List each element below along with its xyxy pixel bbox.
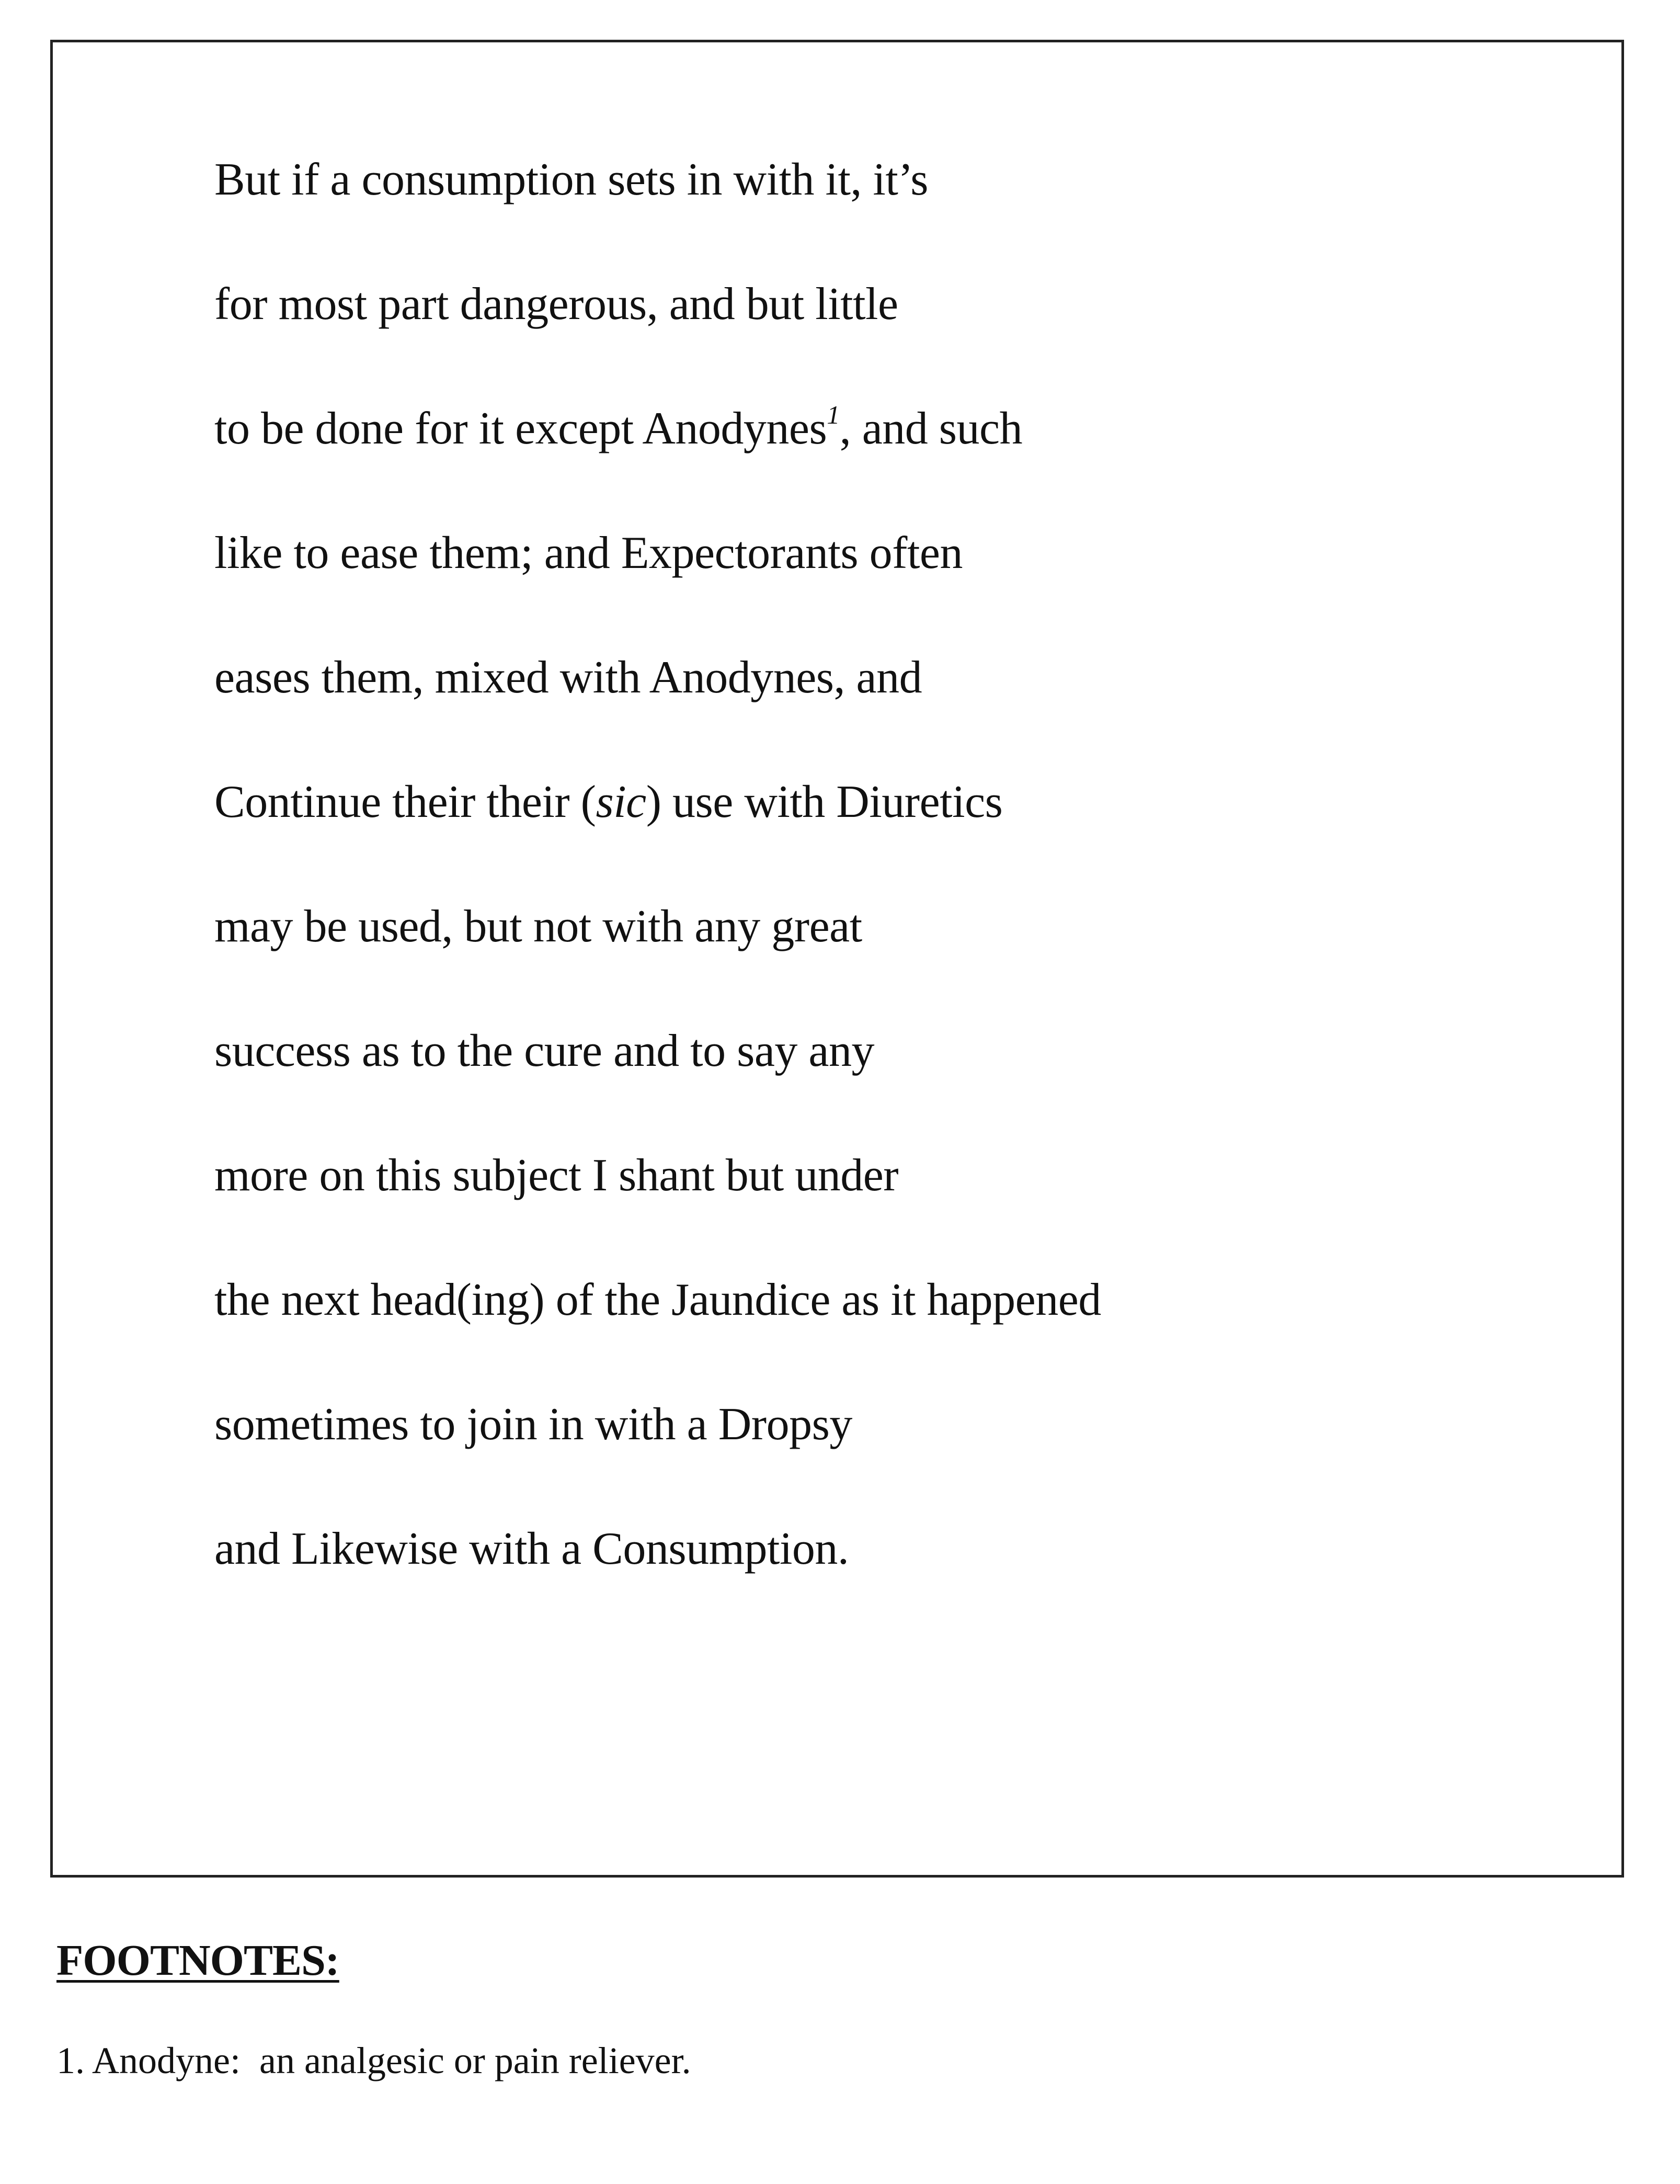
line-text-after-sic: ) use with Diuretics bbox=[646, 777, 1003, 827]
passage-line: more on this subject I shant but under bbox=[214, 1150, 899, 1201]
passage-line: sometimes to join in with a Dropsy bbox=[214, 1399, 852, 1450]
passage-line: for most part dangerous, and but little bbox=[214, 279, 898, 329]
passage-line: like to ease them; and Expectorants often bbox=[214, 528, 963, 578]
passage-line: and Likewise with a Consumption. bbox=[214, 1523, 849, 1574]
sic-editorial-mark: sic bbox=[596, 777, 646, 827]
passage-line: success as to the cure and to say any bbox=[214, 1026, 874, 1076]
footnote-reference-marker[interactable]: 1 bbox=[827, 400, 840, 429]
footnote-item bbox=[56, 2040, 691, 2081]
passage-line bbox=[214, 779, 1574, 904]
passage-line: the next head(ing) of the Jaundice as it happened bbox=[214, 1275, 1101, 1325]
passage-line: eases them, mixed with Anodynes, and bbox=[214, 652, 922, 703]
line-text-after-footnote-ref: , and such bbox=[839, 403, 1023, 454]
footnote-number: 1. bbox=[56, 2040, 85, 2081]
footnote-term: Anodyne: bbox=[92, 2040, 241, 2081]
footnotes-heading: FOOTNOTES: bbox=[56, 1936, 339, 1985]
transcription-passage bbox=[214, 154, 1574, 1651]
passage-line bbox=[214, 400, 1574, 530]
passage-line: But if a consumption sets in with it, it’s bbox=[214, 154, 928, 205]
footnote-definition: an analgesic or pain reliever. bbox=[259, 2040, 691, 2081]
line-text-before-footnote-ref: to be done for it except Anodynes bbox=[214, 403, 827, 454]
passage-line: may be used, but not with any great bbox=[214, 901, 862, 952]
line-text-before-sic: Continue their their ( bbox=[214, 777, 596, 827]
